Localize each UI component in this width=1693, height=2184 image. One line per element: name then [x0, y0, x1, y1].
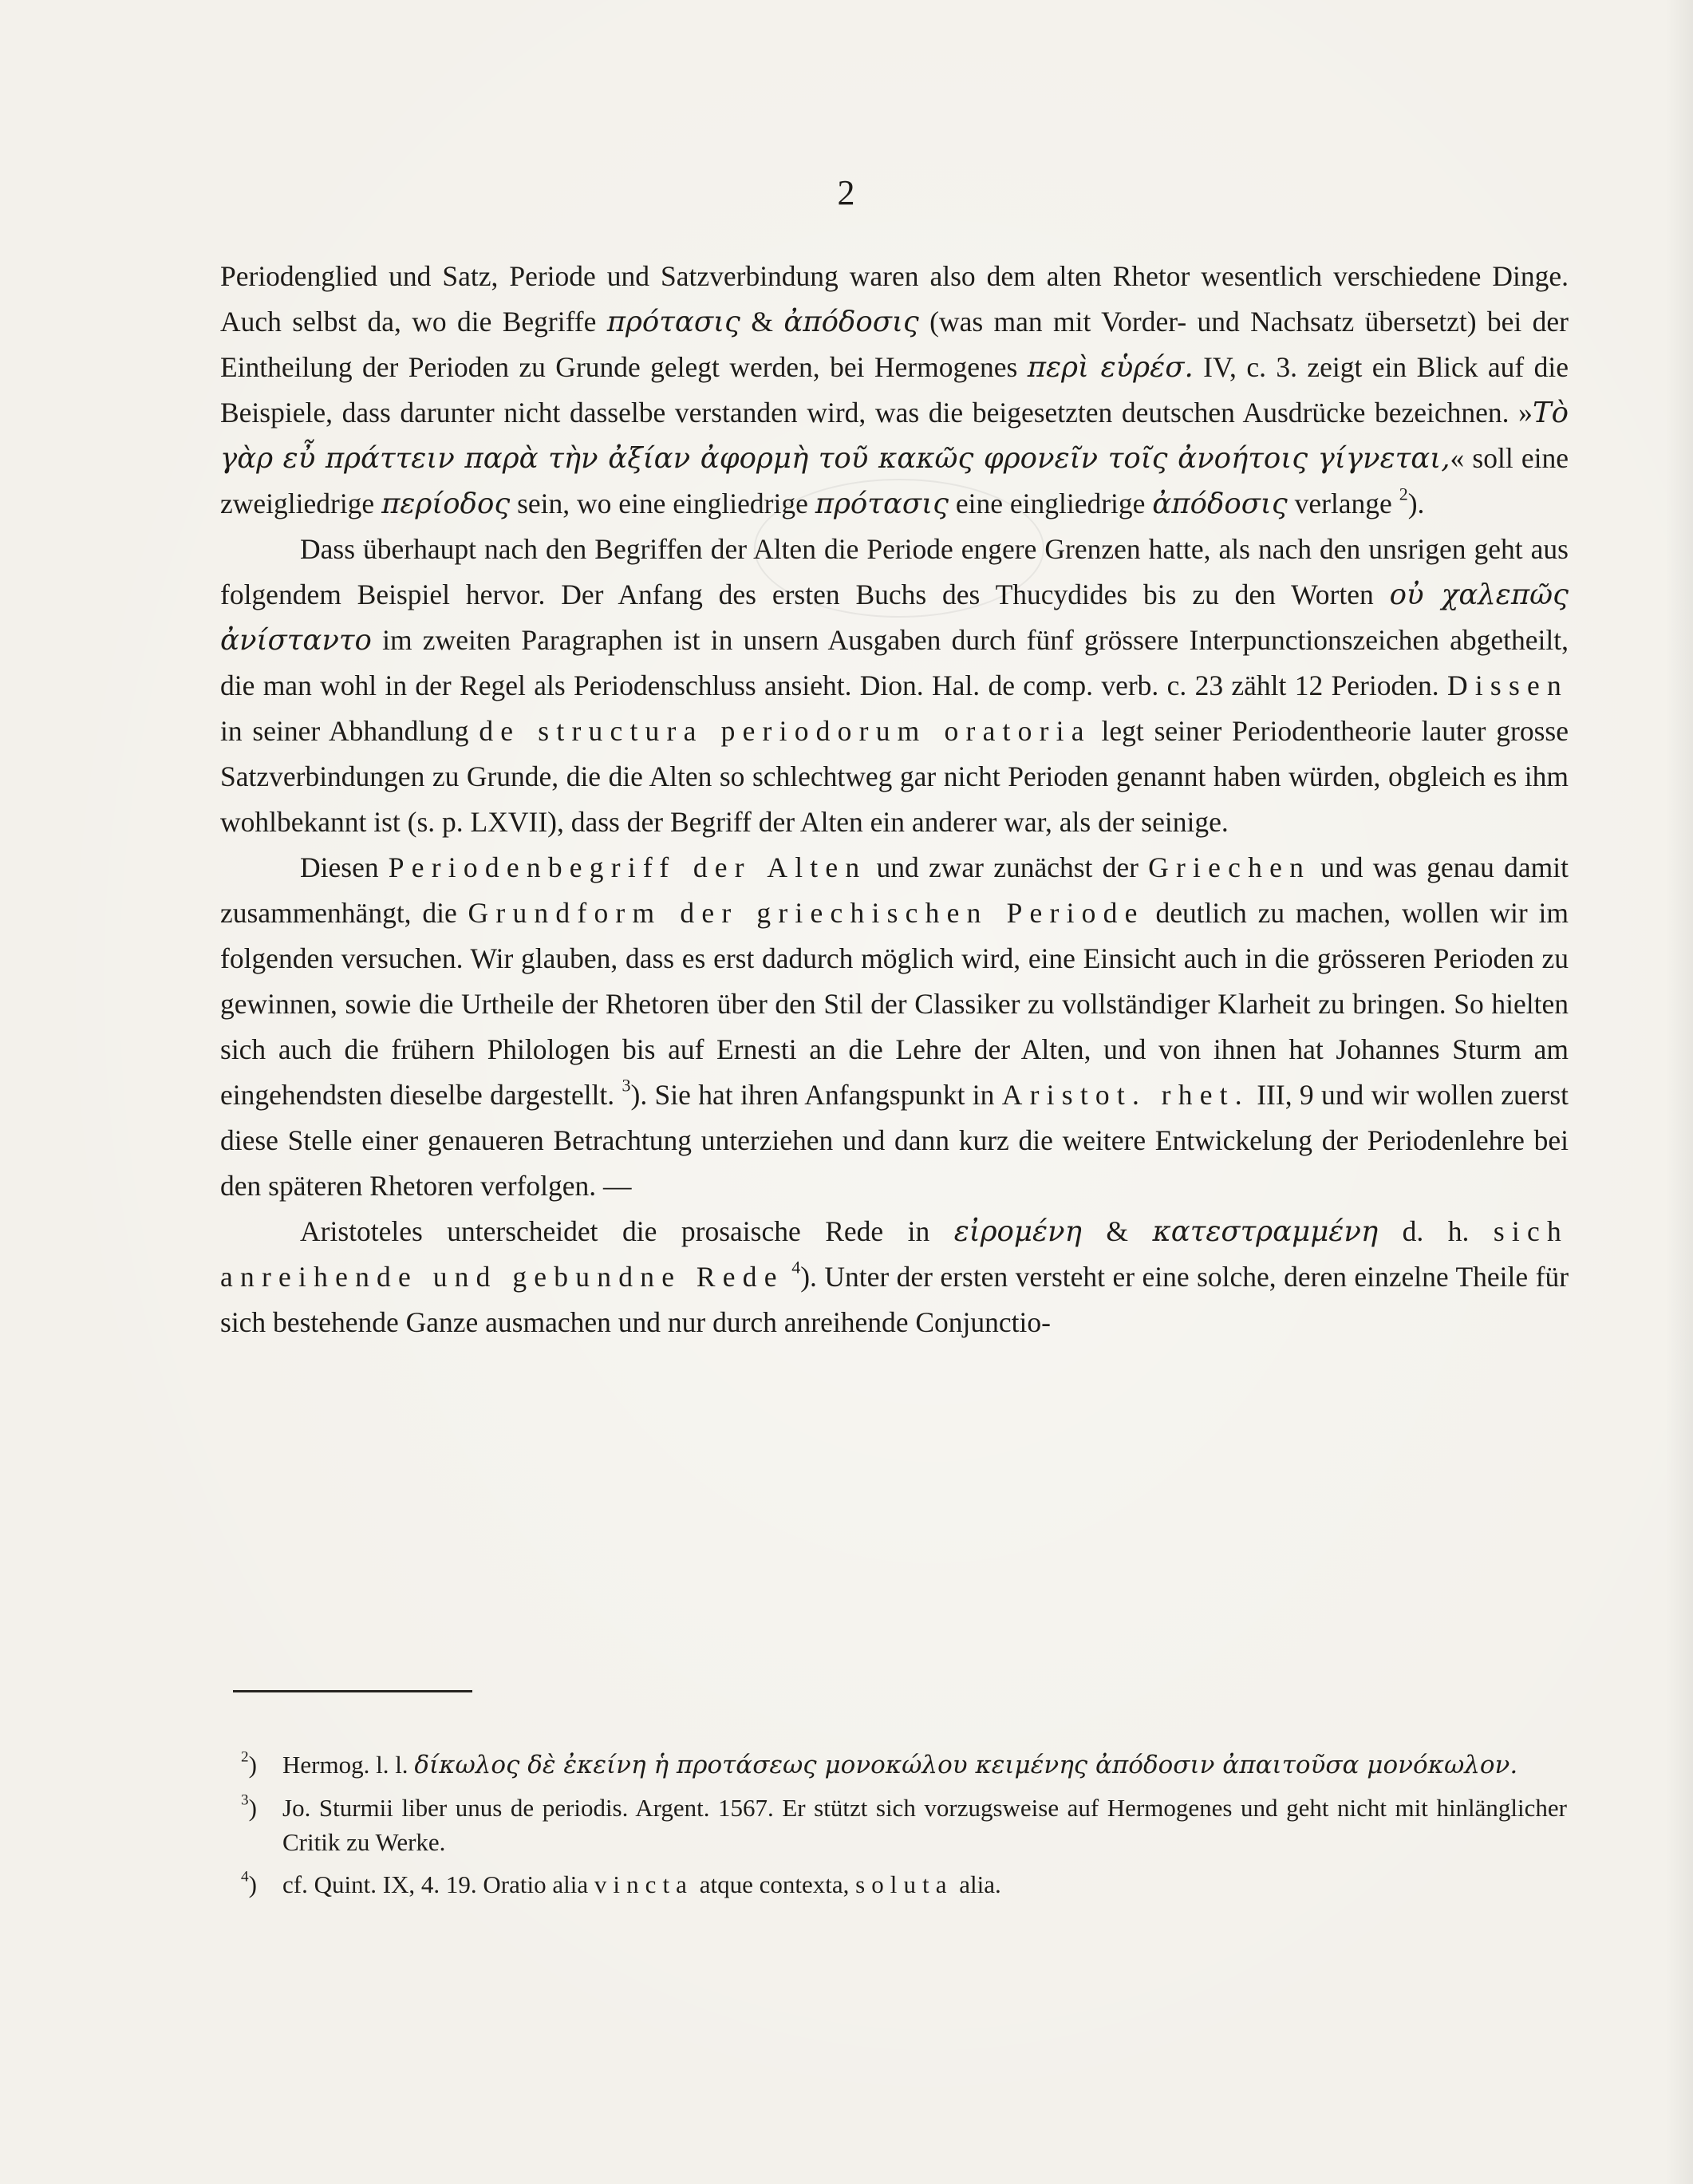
emphasized-text: vincta	[594, 1870, 693, 1898]
greek-quotation: πρότασις	[606, 306, 740, 338]
text-run: deutlich zu machen, wollen wir im folgenden versuchen. Wir glauben, dass es erst dadurch möglich wird, eine Einsicht auch in die grösseren Perioden zu gewinnen, sowie die Urtheile der Rhetoren über den Stil der Classiker zu vollständiger Klarheit zu bringen. So hielten sich auch die frühern Philologen bis auf Ernesti an die Lehre der Alten, und von ihnen hat Johannes Sturm am eingehendsten dieselbe dargestellt.	[220, 897, 1569, 1111]
text-run: &	[1081, 1215, 1153, 1247]
footnote-number: 3	[241, 1791, 249, 1809]
greek-quotation: πρότασις	[815, 488, 949, 520]
text-run: Hermog. l. l.	[282, 1751, 415, 1779]
paragraph	[220, 845, 1569, 1209]
footnotes	[241, 1748, 1567, 1910]
footnote-number: 4	[241, 1868, 249, 1886]
footnote-number: 2	[241, 1748, 249, 1766]
greek-quotation: ἀπόδοσις	[1152, 488, 1288, 520]
text-run	[784, 1261, 791, 1293]
greek-quotation: δίκωλος δὲ ἐκείνη ἡ προτάσεως μονοκώλου κειμένης ἀπόδοσιν ἀπαιτοῦσα μονόκωλον.	[414, 1751, 1518, 1779]
text-run: cf. Quint. IX, 4. 19. Oratio alia	[282, 1870, 594, 1898]
footnote-reference: 2	[1399, 484, 1408, 504]
greek-quotation: κατεστραμμένη	[1152, 1215, 1379, 1248]
paragraph	[220, 527, 1569, 845]
text-run: und was genau damit zusammenhängt, die	[220, 851, 1569, 929]
footnote-reference: 3	[622, 1075, 631, 1096]
footnote-reference: 4	[791, 1257, 801, 1278]
text-run: und zwar zunächst der	[866, 851, 1149, 883]
footnote	[241, 1791, 1567, 1859]
text-run: ). Sie hat ihren Anfangspunkt in	[630, 1079, 1002, 1111]
greek-quotation: εἰρομένη	[953, 1215, 1082, 1248]
text-run: Diesen	[300, 851, 389, 883]
text-run: eine eingliedrige	[948, 488, 1153, 519]
page-number: 2	[837, 173, 856, 212]
footnote-marker: $^2$)	[241, 1748, 257, 1779]
text-run: legt seiner Periodentheorie lauter grosse Satzverbindungen zu Grunde, die die Alten so schlechtweg gar nicht Perioden genannt haben würden, obgleich es ihm wohlbekannt ist (s. p. LXVII), dass der Begriff der Alten ein anderer war, als der seinige.	[220, 715, 1569, 838]
text-run: Dass überhaupt nach den Begriffen der Alten die Periode engere Grenzen hatte, als nach den unsrigen geht aus folgendem Beispiel hervor. Der Anfang des ersten Buchs des Thucydides bis zu den Worten	[220, 533, 1569, 610]
greek-quotation: οὐ χαλεπῶς ἀνίσταντο	[220, 579, 1569, 657]
text-run: IV, c. 3. zeigt ein Blick auf die Beispiele, dass darunter nicht dasselbe verstanden wird, was die beigesetzten deutschen Ausdrücke bezeichnen. »	[220, 351, 1569, 429]
emphasized-text: Aristot. rhet.	[1001, 1079, 1249, 1111]
text-run: verlange	[1287, 488, 1399, 519]
text-run: alia.	[953, 1870, 1001, 1898]
emphasized-text: Dissen	[1446, 669, 1569, 701]
text-run: Periodenglied und Satz, Periode und Satzverbindung waren also dem alten Rhetor wesentlich verschiedene Dinge. Auch selbst da, wo die Begriffe	[220, 260, 1569, 338]
footnote-marker: $^4$)	[241, 1868, 257, 1898]
greek-quotation: περὶ εὑρέσ.	[1027, 351, 1194, 384]
emphasized-text: Grundform der griechischen Periode	[468, 897, 1145, 929]
text-run: ). Unter der ersten versteht er eine solche, deren einzelne Theile für sich bestehende Ganze ausmachen und nur durch anreihende Conjunctio-	[220, 1261, 1569, 1338]
greek-quotation: περίοδος	[381, 488, 511, 520]
greek-quotation: ἀπόδοσις	[783, 306, 919, 338]
footnote-marker: $^3$)	[241, 1791, 257, 1822]
emphasized-text: soluta	[855, 1870, 953, 1898]
paragraph	[220, 254, 1569, 527]
footnote	[241, 1748, 1567, 1783]
body-text	[220, 254, 1569, 1345]
text-run: (was man mit Vorder- und Nachsatz übersetzt) bei der Eintheilung der Perioden zu Grunde gelegt werden, bei Hermogenes	[220, 306, 1569, 383]
text-run: sein, wo eine eingliedrige	[510, 488, 815, 519]
emphasized-text: Periodenbegriff der Alten	[388, 851, 867, 883]
text-run: « soll eine zweigliedrige	[220, 442, 1569, 519]
text-run: Aristoteles unterscheidet die prosaische Rede in	[300, 1215, 954, 1247]
paragraph	[220, 1209, 1569, 1345]
footnote-divider	[233, 1690, 472, 1692]
greek-quotation: Τὸ γὰρ εὖ πράττειν παρὰ τὴν ἀξίαν ἀφορμὴ τοῦ κακῶς φρονεῖν τοῖς ἀνοήτοις γίγνεται,	[220, 397, 1569, 475]
emphasized-text: Griechen	[1148, 851, 1312, 883]
emphasized-text: de structura periodorum oratoria	[479, 715, 1091, 747]
text-run: im zweiten Paragraphen ist in unsern Ausgaben durch fünf grössere Interpunctionszeichen abgetheilt, die man wohl in der Regel als Periodenschluss ansieht. Dion. Hal. de comp. verb. c. 23 zählt 12 Perioden.	[220, 624, 1569, 701]
emphasized-text: sich anreihende und gebundne Rede	[220, 1215, 1569, 1293]
spine-shadow	[1666, 0, 1693, 2184]
text-run: III, 9 und wir wollen zuerst diese Stelle einer genaueren Betrachtung unterziehen und dann kurz die weitere Entwickelung der Periodenlehre bei den späteren Rhetoren verfolgen. —	[220, 1079, 1569, 1202]
text-run: atque contexta,	[693, 1870, 856, 1898]
text-run: ).	[1407, 488, 1425, 519]
footnote	[241, 1867, 1567, 1902]
text-run: &	[740, 306, 784, 338]
text-run: in seiner Abhandlung	[220, 715, 479, 747]
text-run: Jo. Sturmii liber unus de periodis. Argent. 1567. Er stützt sich vorzugsweise auf Hermogenes und geht nicht mit hinlänglicher Critik zu Werke.	[282, 1794, 1567, 1856]
text-run: d. h.	[1378, 1215, 1494, 1247]
